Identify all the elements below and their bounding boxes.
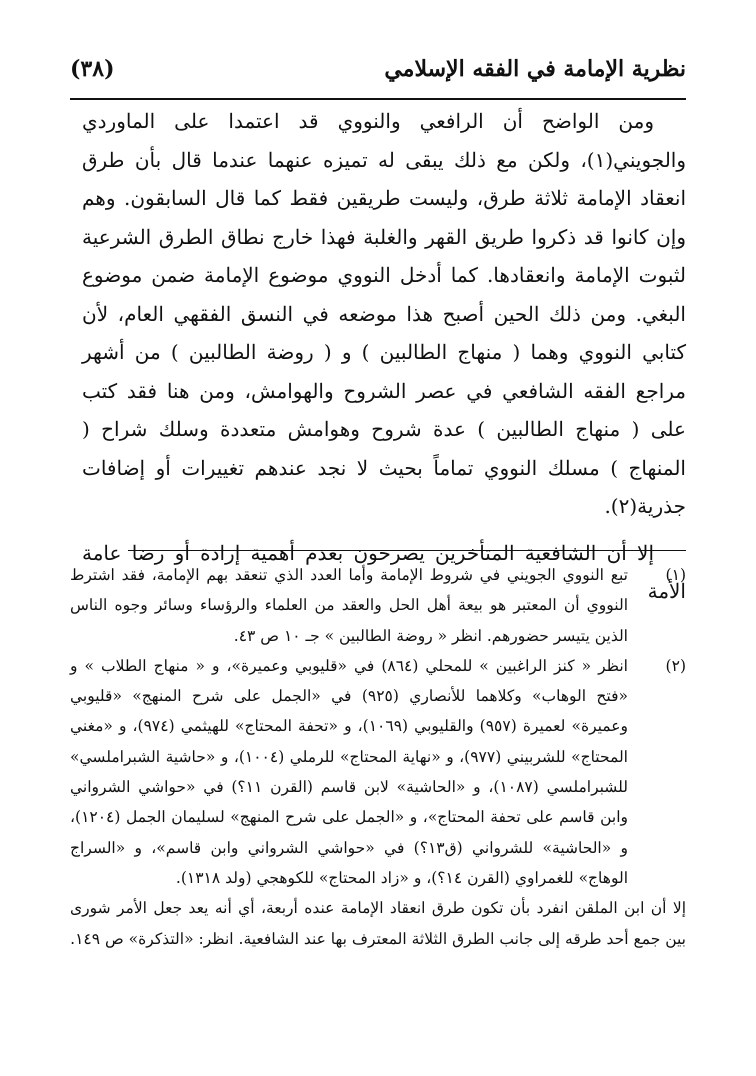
body-paragraph-1: ومن الواضح أن الرافعي والنووي قد اعتمدا على الماوردي والجويني(١)، ولكن مع ذلك يبقى له تميزه عنهما عندما قال بأن طرق انعقاد الإمامة ثلاثة طرق، وليست طريقين فقط كما قال السابقون. وهم وإن كانوا قد ذكروا طريق القهر والغلبة فهذا خارج نطاق الطرق الشرعية لثبوت الإمامة وانعقادها. كما أدخل النووي موضوع الإمامة ضمن موضوع البغي. ومن ذلك الحين أصبح هذا موضعه في النسق الفقهي العام، لأن كتابي النووي وهما ( منهاج الطالبين ) و ( روضة الطالبين ) من أشهر مراجع الفقه الشافعي في عصر الشروح والهوامش، ومن هنا فقد كتب على ( منهاج الطالبين ) عدة شروح وهوامش متعددة وسلك شراح ( المنهاج ) مسلك النووي تماماً بحيث لا نجد عندهم تغييرات أو إضافات جذرية(٢). [82,109,686,518]
footnote-continuation: إلا أن ابن الملقن انفرد بأن تكون طرق انعقاد الإمامة عنده أربعة، أي أنه يعد جعل الأمر شورى بين جمع أحد طرقه إلى جانب الطرق الثلاثة المعترف بها عند الشافعية. انظر: «التذكرة» ص ١٤٩. [70,899,686,948]
footnote-number: (٢) [665,656,686,675]
body-paragraph-2: إلا أن الشافعية المتأخرين يصرحون بعدم أهمية إرادة أو رضا عامة الأمة [82,540,686,603]
footnote-separator [128,550,686,551]
footnote-body [70,651,628,893]
footnote-text: انظر « كنز الراغبين » للمحلي (٨٦٤) في «قليوبي وعميرة»، و « منهاج الطلاب » و «فتح الوهاب» وكلاهما للأنصاري (٩٢٥) في «الجمل على شرح المنهج» «قليوبي وعميرة» لعميرة (٩٥٧) والقليوبي (١٠٦٩)، و «تحفة المحتاج» للهيثمي (٩٧٤)، و «مغني المحتاج» للشربيني (٩٧٧)، و «نهاية المحتاج» للرملي (١٠٠٤)، و «حاشية الشبراملسي» للشبراملسي (١٠٨٧)، و «الحاشية» لابن قاسم (القرن ١١؟) في «حواشي الشرواني وابن قاسم على تحفة المحتاج»، و «الجمل على شرح المنهج» لسليمان الجمل (١٢٠٤)، و «الحاشية» للشرواني (ق١٣؟) في «حواشي الشرواني وابن قاسم»، و «السراج الوهاج» للغمراوي (القرن ١٤؟)، و «زاد المحتاج» للكوهجي (ولد ١٣١٨). [70,656,629,887]
page-number: (٣٨) [70,56,115,82]
footnote-1 [70,560,686,651]
main-text [82,102,686,611]
running-header [70,56,686,100]
footnote-number: (١) [665,566,686,584]
footnote-2 [70,651,686,893]
footnote-text: تبع النووي الجويني في شروط الإمامة وأما العدد الذي تنعقد بهم الإمامة، فقد اشترط النووي أن المعتبر هو بيعة أهل الحل والعقد من العلماء والرؤساء وسائر وجوه الناس الذين يتيسر حضورهم. انظر « روضة الطالبين » جـ ١٠ ص ٤٣. [70,566,628,645]
footnotes [70,560,686,954]
header-title: نظرية الإمامة في الفقه الإسلامي [384,56,686,82]
